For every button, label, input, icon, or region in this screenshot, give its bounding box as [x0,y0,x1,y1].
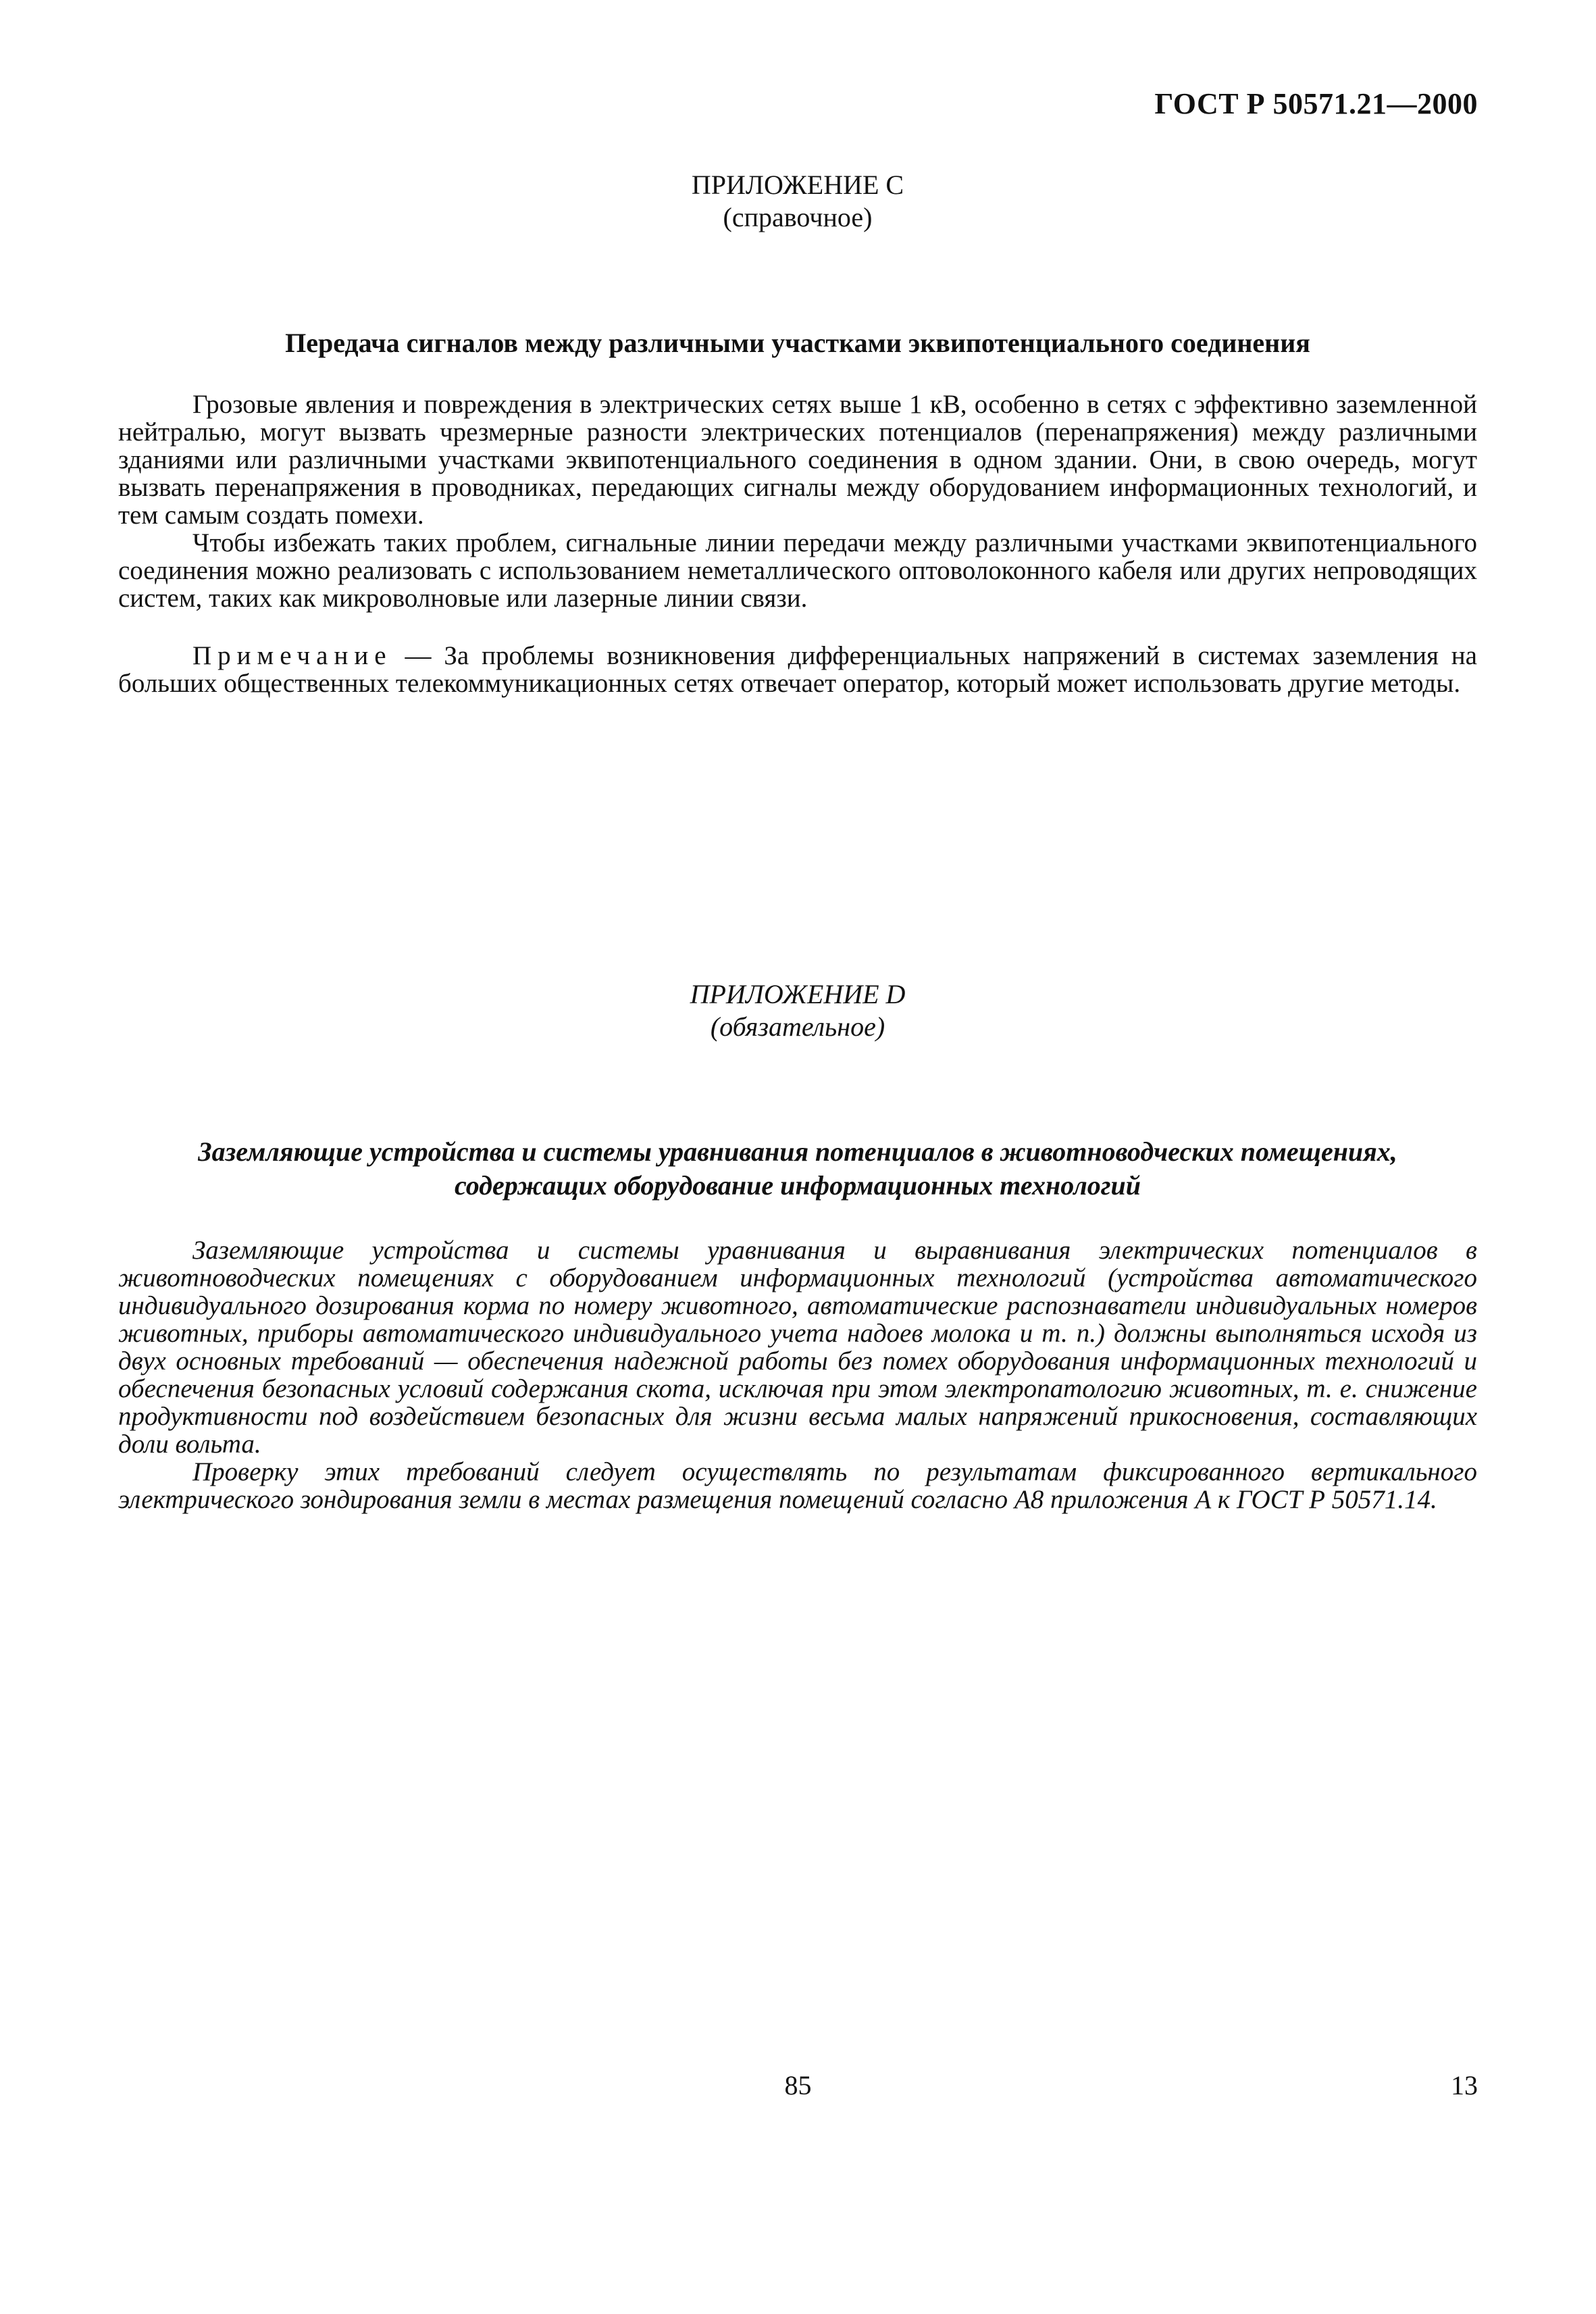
standard-number: ГОСТ Р 50571.21—2000 [1154,87,1478,120]
annex-c-status: (справочное) [723,202,873,232]
annex-d-title: ПРИЛОЖЕНИЕ D [690,979,906,1009]
annex-c-note-paragraph [118,642,1477,697]
annex-d-paragraph-1: Заземляющие устройства и системы уравнивания и выравнивания электрических потенциалов в животноводческих помещениях с оборудованием информационных технологий (устройства автоматического индивидуального дозирования корма по номеру животного, автоматические распознаватели индивидуальных номеров животных, приборы автоматического индивидуального учета надоев молока и т. п.) должны выполняться исходя из двух основных требований — обеспечения надежной работы без помех оборудования информационных технологий и обеспечения безопасных условий содержания скота, исключая при этом электропатологию животных, т. е. снижение продуктивности под воздействием безопасных для жизни весьма малых напряжений прикосновения, составляющих доли вольта. [118,1236,1477,1459]
annex-c-paragraph-1: Грозовые явления и повреждения в электрических сетях выше 1 кВ, особенно в сетях с эффективно заземленной нейтралью, могут вызвать чрезмерные разности электрических потенциалов (перенапряжения) между различными зданиями или различными участками эквипотенциального соединения в одном здании. Они, в свою очередь, могут вызвать перенапряжения в проводниках, передающих сигналы между оборудованием информационных технологий, и тем самым создать помехи. [118,390,1477,530]
annex-d-heading-line-1: Заземляющие устройства и системы уравнивания потенциалов в животноводческих помещениях, [198,1136,1397,1167]
page-number-center: 85 [784,2070,812,2101]
annex-c-title-block [118,169,1477,234]
annex-c-body [118,391,1477,612]
annex-c-heading: Передача сигналов между различными участками эквипотенциального соединения [285,328,1310,358]
annex-c-note [118,642,1477,697]
note-label: Примечание [192,641,392,670]
annex-d-body [118,1236,1477,1513]
annex-d-paragraph-2: Проверку этих требований следует осуществлять по результатам фиксированного вертикального электрического зондирования земли в местах размещения помещений согласно А8 приложения А к ГОСТ Р 50571.14. [118,1457,1477,1514]
page-number-right: 13 [1451,2070,1478,2101]
annex-c-paragraph-2: Чтобы избежать таких проблем, сигнальные линии передачи между различными участками эквипотенциального соединения можно реализовать с использованием неметаллического оптоволоконного кабеля или других непроводящих систем, таких как микроволновые или лазерные линии связи. [118,528,1477,613]
annex-d-status: (обязательное) [710,1011,885,1042]
annex-d-title-block [118,978,1477,1043]
annex-d-heading-line-2: содержащих оборудование информационных технологий [454,1170,1141,1201]
note-text: — За проблемы возникновения дифференциальных напряжений в системах заземления на больших общественных телекоммуникационных сетях отвечает оператор, который может использовать другие методы. [118,641,1477,698]
annex-d-heading [118,1135,1477,1203]
annex-c-title: ПРИЛОЖЕНИЕ С [691,170,904,200]
